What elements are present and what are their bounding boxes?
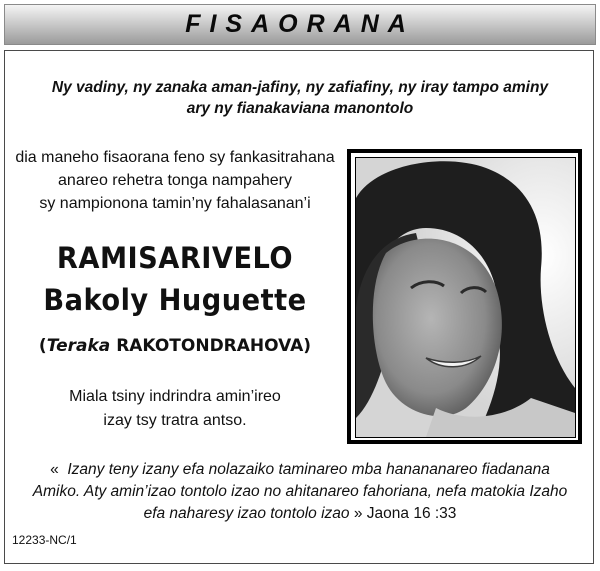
quote-line-1 [0,459,600,481]
deceased-surname: RAMISARIVELO [56,241,294,275]
quote-close-mark: » [353,505,363,522]
intro-line-2: anareo rehetra tonga nampahery [58,172,292,189]
maiden-name: RAKOTONDRAHOVA) [116,336,312,356]
deceased-name [11,237,340,321]
quote-citation: Jaona 16 :33 [366,505,457,522]
portrait-photo [355,157,576,438]
apology-text [0,385,350,433]
quote-line-2: Amiko. Aty amin’izao tontolo izao no ahitanareo fahoriana, nefa matokia Izaho [32,483,568,500]
bible-quote [0,459,600,525]
regret-line-2: izay tsy tratra antso. [103,412,247,429]
maiden-name-line [0,336,350,356]
regret-line-1: Miala tsiny indrindra amin’ireo [69,388,281,405]
intro-line-1: dia maneho fisaorana feno sy fankasitrahana [15,149,335,166]
banner-title: FISAORANA [185,10,415,38]
lead-line-1: Ny vadiny, ny zanaka aman-jafiny, ny zafiafiny, ny iray tampo aminy [51,79,549,96]
quote-text-3: efa naharesy izao tontolo izao [143,505,350,522]
header-banner [4,4,596,45]
ad-reference-code: 12233-NC/1 [12,533,77,547]
portrait-frame [347,149,582,444]
maiden-open-paren: ( [38,336,47,356]
quote-open-mark: « [50,461,59,478]
quote-line-3 [0,503,600,525]
maiden-label: Teraka [46,336,111,356]
intro-line-3: sy nampionona tamin’ny fahalasanan’i [39,195,311,212]
quote-text-1: Izany teny izany efa nolazaiko taminareo mba hanananareo fiadanana [67,461,550,478]
portrait-image [356,158,575,437]
deceased-given-names: Bakoly Huguette [43,283,307,317]
lead-line-2: ary ny fianakaviana manontolo [186,100,414,117]
thanks-intro [0,146,350,215]
family-lead [0,77,600,119]
